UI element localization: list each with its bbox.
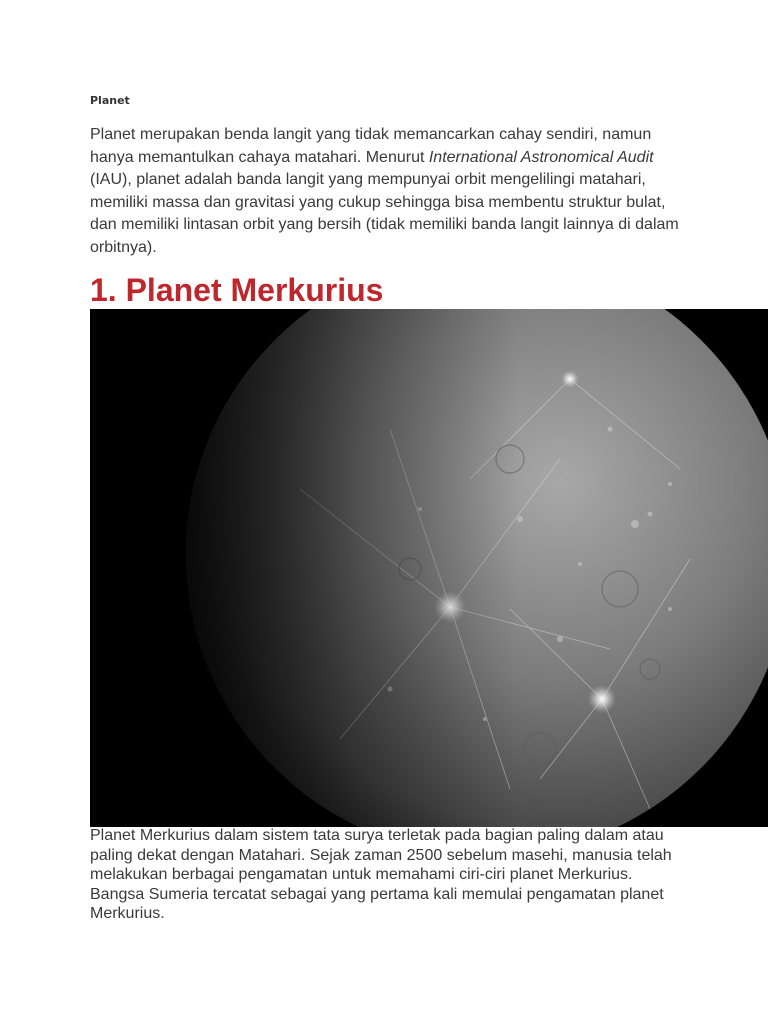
mercury-photo [90,309,768,827]
terminator-shadow [186,309,768,827]
intro-text-part2: (IAU), planet adalah banda langit yang mempunyai orbit mengelilingi matahari, memiliki massa dan gravitasi yang cukup sehingga bisa membentu struktur bulat, dan memiliki lintasan orbit yang bersih (tidak memiliki banda langit lainnya di dalam orbitnya). [90,171,679,256]
section-heading: 1. Planet Merkurius [90,272,384,308]
intro-italic-term: International Astronomical Audit [428,148,654,166]
intro-text-part1: Planet merupakan benda langit yang tidak memancarkan cahay sendiri, namun hanya memantulkan cahaya matahari. Menurut [90,126,652,166]
section-label: Planet [90,94,130,107]
caption-paragraph: Planet Merkurius dalam sistem tata surya terletak pada bagian paling dalam atau paling dekat dengan Matahari. Sejak zaman 2500 sebelum masehi, manusia telah melakukan berbagai pengamatan untuk memahami ciri-ciri planet Merkurius. Bangsa Sumeria tercatat sebagai yang pertama kali memulai pengamatan planet Merkurius. [90,827,672,922]
intro-paragraph [90,124,690,259]
mercury-illustration [90,309,768,827]
